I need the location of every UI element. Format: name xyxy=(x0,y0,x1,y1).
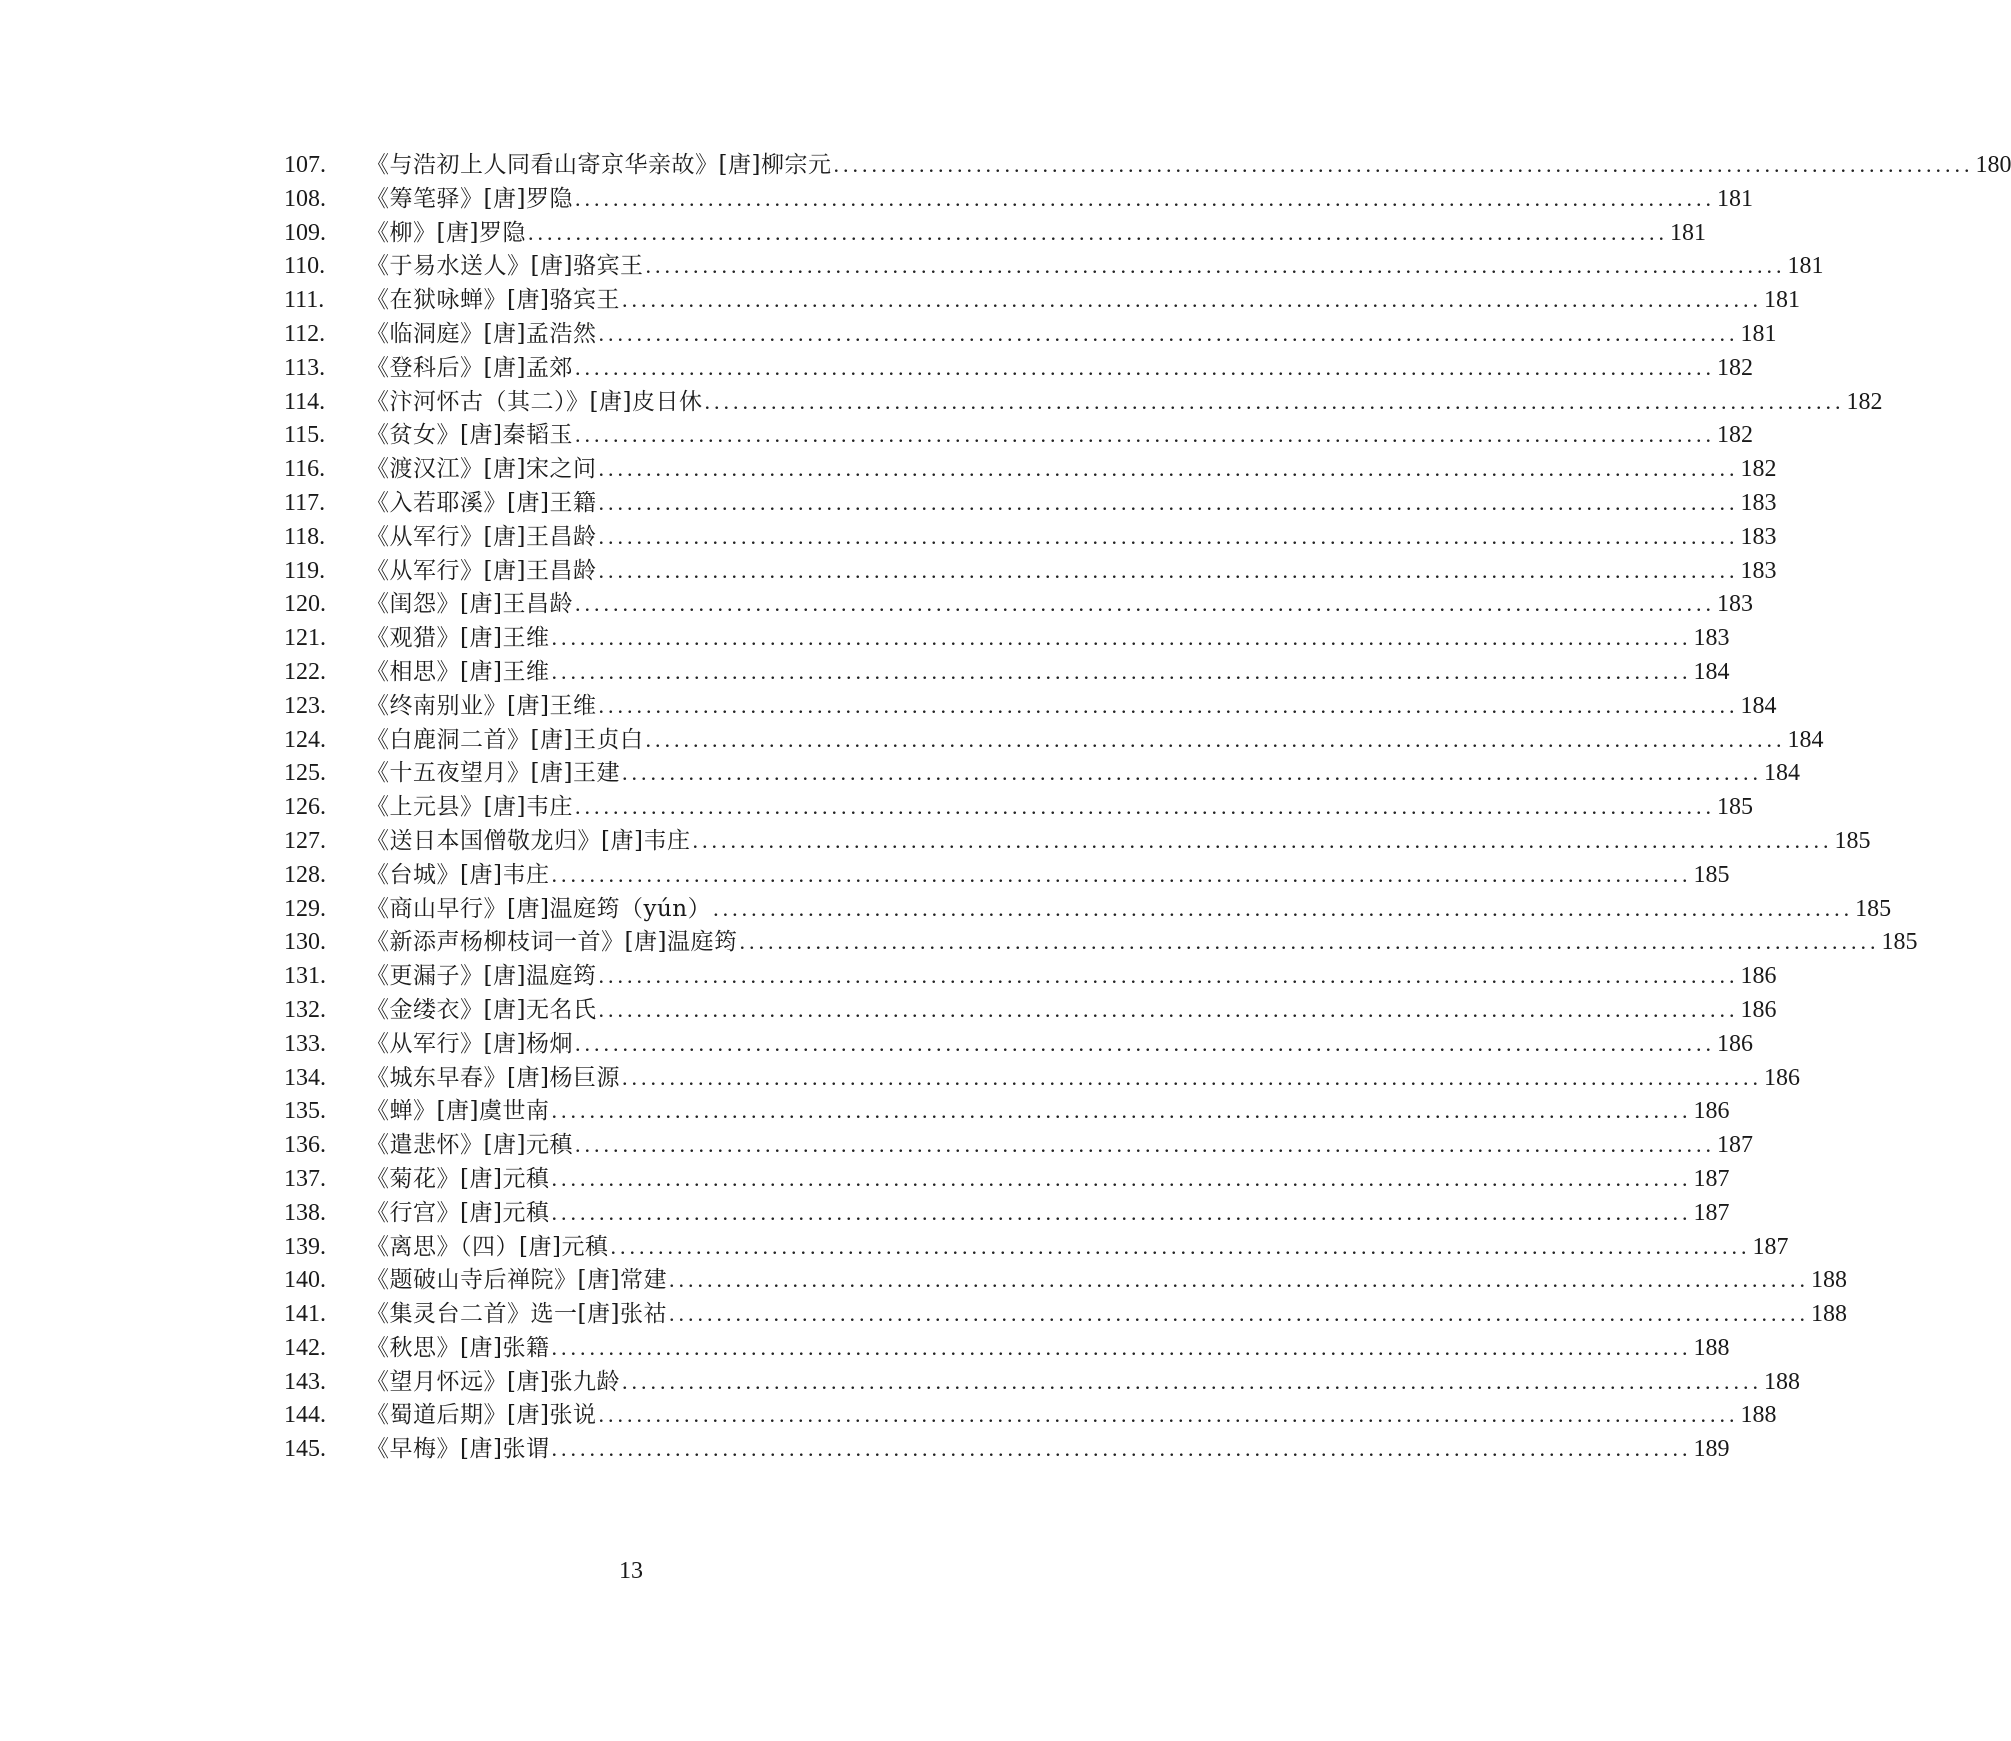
entry-title: 《登科后》[唐]孟郊 xyxy=(366,354,573,381)
dot-leader: ........................................................................................................................ xyxy=(645,726,1786,752)
dot-leader: ........................................................................................................................ xyxy=(574,422,1715,448)
toc-entry xyxy=(284,655,1730,689)
toc-entry xyxy=(284,283,1800,317)
entry-title: 《行宫》[唐]元稹 xyxy=(366,1199,550,1226)
entry-number: 138. xyxy=(284,1199,326,1226)
entry-page: 182 xyxy=(1740,456,1777,483)
entry-title: 《观猎》[唐]王维 xyxy=(366,625,550,652)
entry-page: 183 xyxy=(1693,625,1730,652)
entry-title: 《从军行》[唐]杨炯 xyxy=(366,1030,573,1057)
dot-leader: ........................................................................................................................ xyxy=(527,219,1668,245)
entry-number: 122. xyxy=(284,658,326,685)
entry-title: 《贫女》[唐]秦韬玉 xyxy=(366,422,573,449)
entry-title: 《从军行》[唐]王昌龄 xyxy=(366,523,597,550)
dot-leader: ........................................................................................................................ xyxy=(574,1030,1715,1056)
entry-number: 135. xyxy=(284,1098,326,1125)
entry-page: 185 xyxy=(1834,827,1871,854)
entry-page: 187 xyxy=(1693,1199,1730,1226)
dot-leader: ........................................................................................................................ xyxy=(598,557,1739,583)
dot-leader: ........................................................................................................................ xyxy=(574,185,1715,211)
entry-page: 182 xyxy=(1716,354,1753,381)
entry-page: 181 xyxy=(1669,219,1706,246)
dot-leader: ........................................................................................................................ xyxy=(598,963,1739,989)
dot-leader: ........................................................................................................................ xyxy=(598,692,1739,718)
toc-entry xyxy=(284,1230,1789,1264)
entry-page: 184 xyxy=(1693,658,1730,685)
dot-leader: ........................................................................................................................ xyxy=(551,1165,1692,1191)
toc-entry xyxy=(284,723,1824,757)
entry-title: 《入若耶溪》[唐]王籍 xyxy=(366,489,597,516)
entry-title: 《于易水送人》[唐]骆宾王 xyxy=(366,253,644,280)
entry-title: 《秋思》[唐]张籍 xyxy=(366,1334,550,1361)
toc-entry xyxy=(284,486,1777,520)
entry-page: 186 xyxy=(1763,1064,1800,1091)
dot-leader: ........................................................................................................................ xyxy=(739,929,1880,955)
entry-page: 181 xyxy=(1716,185,1753,212)
entry-title: 《早梅》[唐]张谓 xyxy=(366,1436,550,1463)
dot-leader: ........................................................................................................................ xyxy=(621,1064,1762,1090)
entry-title: 《题破山寺后禅院》[唐]常建 xyxy=(366,1267,667,1294)
dot-leader: ........................................................................................................................ xyxy=(598,456,1739,482)
entry-number: 119. xyxy=(284,557,326,584)
dot-leader: ........................................................................................................................ xyxy=(833,152,1974,177)
dot-leader: ........................................................................................................................ xyxy=(574,354,1715,380)
dot-leader: ........................................................................................................................ xyxy=(621,287,1762,313)
dot-leader: ........................................................................................................................ xyxy=(668,1267,1809,1293)
entry-title: 《汴河怀古（其二）》[唐]皮日休 xyxy=(366,388,703,415)
entry-number: 130. xyxy=(284,929,326,956)
entry-number: 126. xyxy=(284,794,326,821)
dot-leader: ........................................................................................................................ xyxy=(645,253,1786,279)
dot-leader: ........................................................................................................................ xyxy=(713,895,1854,921)
entry-number: 144. xyxy=(284,1402,326,1429)
toc-entry xyxy=(284,790,1753,824)
entry-number: 108. xyxy=(284,185,326,212)
dot-leader: ........................................................................................................................ xyxy=(551,625,1692,651)
entry-page: 188 xyxy=(1810,1267,1847,1294)
entry-number: 116. xyxy=(284,456,326,483)
dot-leader: ........................................................................................................................ xyxy=(551,1334,1692,1360)
entry-number: 139. xyxy=(284,1233,326,1260)
entry-number: 133. xyxy=(284,1030,326,1057)
entry-page: 182 xyxy=(1846,388,1883,415)
entry-number: 132. xyxy=(284,996,326,1023)
entry-number: 114. xyxy=(284,388,326,415)
entry-number: 121. xyxy=(284,625,326,652)
entry-title: 《离思》（四）[唐]元稹 xyxy=(366,1233,609,1260)
entry-page: 187 xyxy=(1752,1233,1789,1260)
entry-page: 182 xyxy=(1716,422,1753,449)
entry-title: 《白鹿洞二首》[唐]王贞白 xyxy=(366,726,644,753)
entry-title: 《集灵台二首》选一[唐]张祜 xyxy=(366,1301,667,1328)
toc-entry xyxy=(284,892,1892,926)
dot-leader: ........................................................................................................................ xyxy=(574,591,1715,617)
toc-entry xyxy=(284,351,1753,385)
entry-page: 188 xyxy=(1740,1402,1777,1429)
toc-entry xyxy=(284,756,1800,790)
toc-entry xyxy=(284,418,1753,452)
entry-page: 188 xyxy=(1810,1301,1847,1328)
dot-leader: ........................................................................................................................ xyxy=(704,388,1845,414)
dot-leader: ........................................................................................................................ xyxy=(598,996,1739,1022)
entry-page: 185 xyxy=(1881,929,1918,956)
entry-number: 125. xyxy=(284,760,326,787)
dot-leader: ........................................................................................................................ xyxy=(574,1132,1715,1158)
entry-title: 《十五夜望月》[唐]王建 xyxy=(366,760,620,787)
entry-page: 186 xyxy=(1740,963,1777,990)
toc-entry xyxy=(284,1398,1777,1432)
entry-title: 《闺怨》[唐]王昌龄 xyxy=(366,591,573,618)
entry-number: 127. xyxy=(284,827,326,854)
entry-number: 123. xyxy=(284,692,326,719)
toc-entry xyxy=(284,1297,1847,1331)
dot-leader: ........................................................................................................................ xyxy=(551,1098,1692,1124)
entry-page: 181 xyxy=(1740,320,1777,347)
toc-entry xyxy=(284,993,1777,1027)
entry-title: 《遣悲怀》[唐]元稹 xyxy=(366,1132,573,1159)
toc-entry xyxy=(284,317,1777,351)
entry-number: 113. xyxy=(284,354,326,381)
entry-title: 《上元县》[唐]韦庄 xyxy=(366,794,573,821)
toc-entry xyxy=(284,1365,1800,1399)
entry-page: 186 xyxy=(1740,996,1777,1023)
entry-number: 107. xyxy=(284,152,326,178)
toc-entry xyxy=(284,587,1753,621)
dot-leader: ........................................................................................................................ xyxy=(551,1199,1692,1225)
entry-number: 111. xyxy=(284,287,325,314)
entry-number: 117. xyxy=(284,489,326,516)
toc-entry xyxy=(284,385,1883,419)
dot-leader: ........................................................................................................................ xyxy=(598,1402,1739,1428)
dot-leader: ........................................................................................................................ xyxy=(692,827,1833,853)
entry-number: 124. xyxy=(284,726,326,753)
entry-title: 《临洞庭》[唐]孟浩然 xyxy=(366,320,597,347)
toc-entry xyxy=(284,959,1777,993)
table-of-contents xyxy=(284,148,2011,1466)
entry-title: 《渡汉江》[唐]宋之问 xyxy=(366,456,597,483)
toc-entry xyxy=(284,621,1730,655)
entry-number: 128. xyxy=(284,861,326,888)
entry-number: 143. xyxy=(284,1368,326,1395)
entry-title: 《柳》[唐]罗隐 xyxy=(366,219,526,246)
toc-entry xyxy=(284,1432,1730,1466)
entry-page: 181 xyxy=(1763,287,1800,314)
entry-title: 《从军行》[唐]王昌龄 xyxy=(366,557,597,584)
entry-number: 134. xyxy=(284,1064,326,1091)
entry-title: 《菊花》[唐]元稹 xyxy=(366,1165,550,1192)
entry-page: 184 xyxy=(1787,726,1824,753)
entry-page: 184 xyxy=(1740,692,1777,719)
entry-number: 137. xyxy=(284,1165,326,1192)
dot-leader: ........................................................................................................................ xyxy=(621,760,1762,786)
toc-entry xyxy=(284,182,1753,216)
entry-number: 120. xyxy=(284,591,326,618)
entry-title: 《蝉》[唐]虞世南 xyxy=(366,1098,550,1125)
toc-entry xyxy=(284,216,1706,250)
entry-number: 129. xyxy=(284,895,326,922)
toc-entry xyxy=(284,452,1777,486)
toc-entry xyxy=(284,1094,1730,1128)
dot-leader: ........................................................................................................................ xyxy=(598,489,1739,515)
entry-title: 《金缕衣》[唐]无名氏 xyxy=(366,996,597,1023)
entry-number: 136. xyxy=(284,1132,326,1159)
entry-number: 145. xyxy=(284,1436,326,1463)
entry-title: 《商山早行》[唐]温庭筠（yún） xyxy=(366,895,712,922)
entry-title: 《终南别业》[唐]王维 xyxy=(366,692,597,719)
entry-number: 131. xyxy=(284,963,326,990)
toc-entry xyxy=(284,1061,1800,1095)
toc-entry xyxy=(284,554,1777,588)
entry-number: 140. xyxy=(284,1267,326,1294)
dot-leader: ........................................................................................................................ xyxy=(598,320,1739,346)
entry-page: 188 xyxy=(1763,1368,1800,1395)
entry-title: 《送日本国僧敬龙归》[唐]韦庄 xyxy=(366,827,691,854)
entry-page: 189 xyxy=(1693,1436,1730,1463)
entry-page: 183 xyxy=(1740,523,1777,550)
entry-page: 183 xyxy=(1740,489,1777,516)
toc-entry xyxy=(284,1027,1753,1061)
dot-leader: ........................................................................................................................ xyxy=(574,794,1715,820)
entry-title: 《筹笔驿》[唐]罗隐 xyxy=(366,185,573,212)
dot-leader: ........................................................................................................................ xyxy=(551,861,1692,887)
entry-page: 184 xyxy=(1763,760,1800,787)
entry-title: 《望月怀远》[唐]张九龄 xyxy=(366,1368,620,1395)
entry-title: 《新添声杨柳枝词一首》[唐]温庭筠 xyxy=(366,929,738,956)
entry-number: 115. xyxy=(284,422,326,449)
entry-title: 《相思》[唐]王维 xyxy=(366,658,550,685)
entry-title: 《城东早春》[唐]杨巨源 xyxy=(366,1064,620,1091)
entry-title: 《更漏子》[唐]温庭筠 xyxy=(366,963,597,990)
entry-page: 185 xyxy=(1693,861,1730,888)
dot-leader: ........................................................................................................................ xyxy=(598,523,1739,549)
entry-page: 180 xyxy=(1975,152,2011,178)
entry-number: 110. xyxy=(284,253,326,280)
entry-page: 183 xyxy=(1716,591,1753,618)
toc-entry xyxy=(284,148,2011,182)
page-number: 13 xyxy=(619,1558,643,1584)
dot-leader: ........................................................................................................................ xyxy=(668,1301,1809,1327)
toc-entry xyxy=(284,520,1777,554)
toc-entry xyxy=(284,1196,1730,1230)
dot-leader: ........................................................................................................................ xyxy=(621,1368,1762,1394)
entry-page: 185 xyxy=(1716,794,1753,821)
toc-entry xyxy=(284,1263,1847,1297)
toc-entry xyxy=(284,1162,1730,1196)
entry-number: 109. xyxy=(284,219,326,246)
entry-page: 185 xyxy=(1855,895,1892,922)
toc-entry xyxy=(284,925,1918,959)
entry-title: 《台城》[唐]韦庄 xyxy=(366,861,550,888)
entry-page: 186 xyxy=(1693,1098,1730,1125)
entry-page: 181 xyxy=(1787,253,1824,280)
entry-page: 183 xyxy=(1740,557,1777,584)
entry-page: 187 xyxy=(1716,1132,1753,1159)
entry-page: 187 xyxy=(1693,1165,1730,1192)
entry-number: 142. xyxy=(284,1334,326,1361)
entry-page: 188 xyxy=(1693,1334,1730,1361)
toc-entry xyxy=(284,1331,1730,1365)
entry-number: 141. xyxy=(284,1301,326,1328)
entry-page: 186 xyxy=(1716,1030,1753,1057)
entry-title: 《蜀道后期》[唐]张说 xyxy=(366,1402,597,1429)
entry-number: 118. xyxy=(284,523,326,550)
dot-leader: ........................................................................................................................ xyxy=(610,1233,1751,1259)
toc-entry xyxy=(284,689,1777,723)
toc-entry xyxy=(284,249,1824,283)
entry-title: 《在狱咏蝉》[唐]骆宾王 xyxy=(366,287,620,314)
dot-leader: ........................................................................................................................ xyxy=(551,1436,1692,1462)
toc-entry xyxy=(284,858,1730,892)
dot-leader: ........................................................................................................................ xyxy=(551,658,1692,684)
entry-title: 《与浩初上人同看山寄京华亲故》[唐]柳宗元 xyxy=(366,152,832,178)
toc-entry xyxy=(284,824,1871,858)
entry-number: 112. xyxy=(284,320,326,347)
toc-entry xyxy=(284,1128,1753,1162)
